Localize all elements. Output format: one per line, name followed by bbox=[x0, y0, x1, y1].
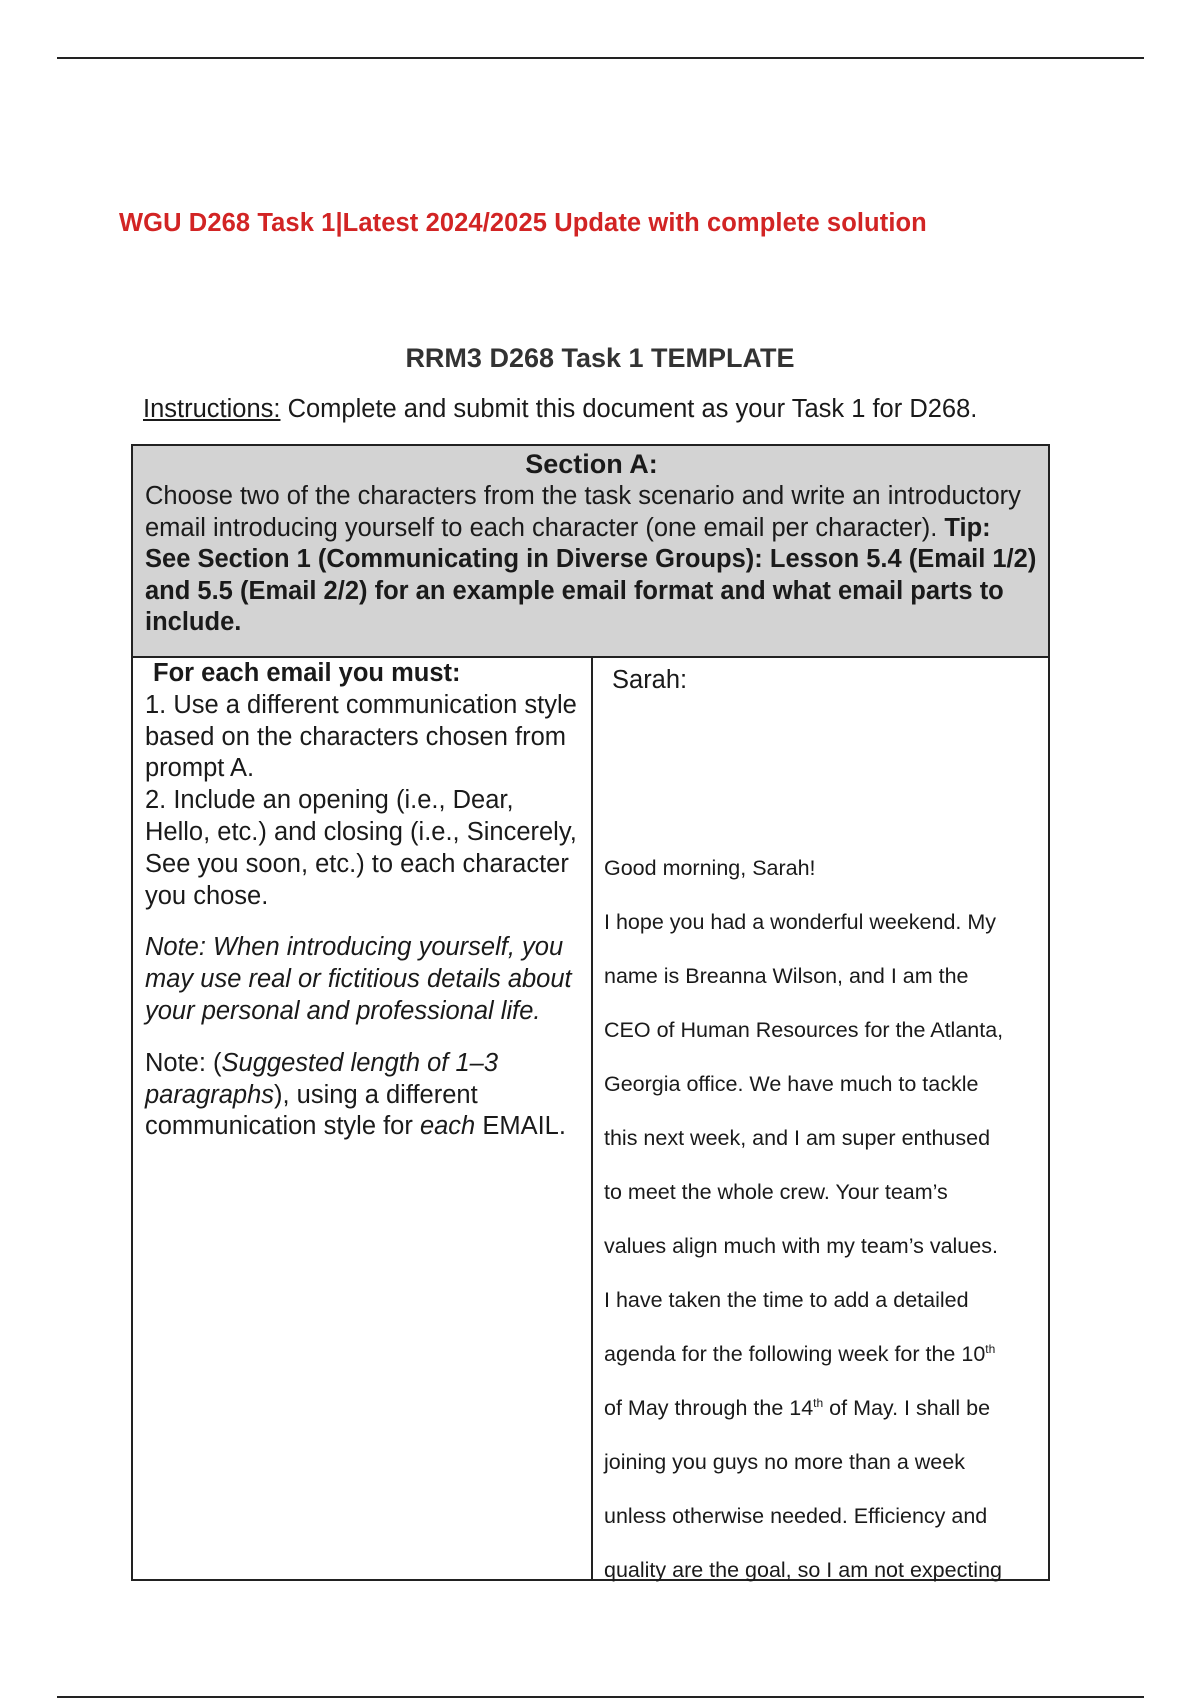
requirement-item-2: 2. Include an opening (i.e., Dear, Hello, etc.) and closing (i.e., Sincerely, See you soon, etc.) to each character you chose. bbox=[145, 786, 577, 910]
instructions-text: Complete and submit this document as your Task 1 for D268. bbox=[280, 395, 978, 423]
email-line: values align much with my team’s values. bbox=[604, 1234, 998, 1258]
email-line: I hope you had a wonderful weekend. My bbox=[604, 910, 997, 934]
top-rule bbox=[57, 57, 1144, 59]
column-divider bbox=[591, 657, 593, 1579]
email-line: agenda for the following week for the 10th bbox=[604, 1341, 996, 1366]
email-line: CEO of Human Resources for the Atlanta, bbox=[604, 1018, 1004, 1042]
bottom-rule bbox=[57, 1696, 1144, 1698]
email-line: joining you guys no more than a week bbox=[604, 1450, 965, 1474]
document-header-title: WGU D268 Task 1|Latest 2024/2025 Update with complete solution bbox=[119, 209, 927, 237]
requirements-cell bbox=[145, 658, 585, 1143]
section-a-tip: Tip: See Section 1 (Communicating in Diverse Groups): Lesson 5.4 (Email 1/2) and 5.5 (Email 2/2) for an example email format and what email parts to include. bbox=[145, 513, 1037, 636]
email-body bbox=[604, 841, 1050, 1597]
email-line: to meet the whole crew. Your team’s bbox=[604, 1180, 948, 1204]
task-template-table bbox=[131, 444, 1050, 1581]
note-suggested-length: Note: (Suggested length of 1–3 paragraphs), using a different communication style for each EMAIL. bbox=[145, 1048, 566, 1141]
email-line: this next week, and I am super enthused bbox=[604, 1126, 991, 1150]
email-line: I have taken the time to add a detailed bbox=[604, 1288, 969, 1312]
section-a-cell bbox=[133, 446, 1048, 658]
note-personal-details: Note: When introducing yourself, you may use real or fictitious details about your personal and professional life. bbox=[145, 933, 572, 1025]
section-a-heading: Section A: bbox=[525, 449, 658, 479]
section-a-body bbox=[145, 481, 1038, 639]
section-a-instructions: Choose two of the characters from the task scenario and write an introductory email introducing yourself to each character (one email per character). bbox=[145, 482, 1021, 542]
email-line: quality are the goal, so I am not expecting bbox=[604, 1558, 1002, 1582]
email-recipient-label: Sarah: bbox=[612, 666, 688, 694]
instructions-line bbox=[143, 395, 977, 424]
email-line: unless otherwise needed. Efficiency and bbox=[604, 1504, 988, 1528]
template-title: RRM3 D268 Task 1 TEMPLATE bbox=[405, 343, 795, 373]
email-greeting: Good morning, Sarah! bbox=[604, 856, 816, 880]
email-line: name is Breanna Wilson, and I am the bbox=[604, 964, 969, 988]
email-line: of May through the 14th of May. I shall be bbox=[604, 1395, 991, 1420]
email-line: Georgia office. We have much to tackle bbox=[604, 1072, 979, 1096]
requirements-heading: For each email you must: bbox=[153, 659, 461, 687]
requirement-item-1: 1. Use a different communication style based on the characters chosen from prompt A. bbox=[145, 690, 577, 783]
instructions-label: Instructions: bbox=[143, 395, 281, 423]
